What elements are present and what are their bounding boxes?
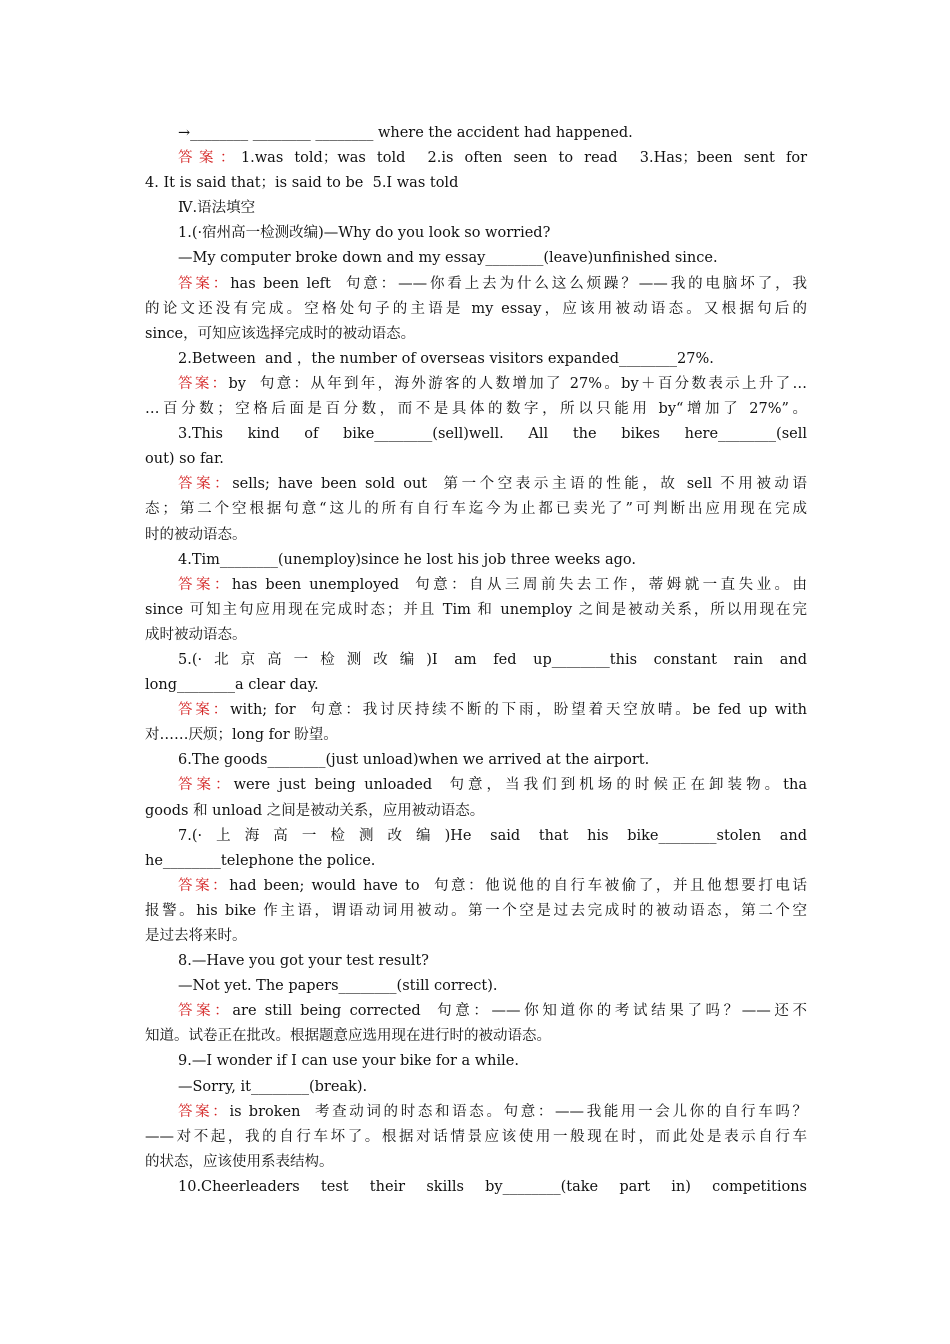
text-line — [145, 648, 807, 673]
answer-label: 答案： — [178, 777, 234, 794]
answer-line — [145, 472, 807, 497]
answer-line — [145, 773, 807, 798]
text-line — [145, 1024, 807, 1049]
text-line — [145, 347, 807, 372]
text-line — [145, 748, 807, 773]
line-text: 7.(·上海高一检测改编)He said that his bike________stolen and — [178, 827, 807, 844]
line-text: 4.Tim________(unemploy)since he lost his job three weeks ago. — [178, 551, 636, 568]
line-text: has been left 句意：——你看上去为什么这么烦躁？——我的电脑坏了，我 — [230, 275, 808, 292]
line-text: 5.(·北京高一检测改编)I am fed up________this constant rain and — [178, 651, 807, 668]
text-line — [145, 824, 807, 849]
text-line — [145, 121, 807, 146]
text-line — [145, 974, 807, 999]
text-line — [145, 799, 807, 824]
line-text: are still being corrected 句意：——你知道你的考试结果了吗？——还不 — [232, 1003, 808, 1020]
text-line — [145, 849, 807, 874]
line-text: since，可知应该选择完成时的被动语态。 — [145, 325, 416, 342]
line-text: 知道。试卷正在批改。根据题意应选用现在进行时的被动语态。 — [145, 1028, 551, 1045]
answer-label: 答案： — [178, 702, 231, 719]
line-text: 是过去将来时。 — [145, 928, 247, 944]
line-text: were just being unloaded 句意，当我们到机场的时候正在卸装物。tha — [233, 777, 807, 794]
line-text: goods 和 unload 之间是被动关系，应用被动语态。 — [145, 802, 485, 819]
text-line — [145, 221, 807, 246]
answer-line — [145, 372, 807, 397]
text-line — [145, 949, 807, 974]
line-text: ——对不起，我的自行车坏了。根据对话情景应该使用一般现在时，而此处是表示自行车 — [145, 1128, 807, 1145]
answer-line — [145, 146, 807, 171]
line-text: with; for 句意：我讨厌持续不断的下雨，盼望着天空放晴。be fed up with — [230, 702, 807, 719]
text-line — [145, 673, 807, 698]
text-line — [145, 297, 807, 322]
line-text: 成时被动语态。 — [145, 626, 247, 643]
text-line — [145, 246, 807, 271]
answer-label: 答案： — [178, 1103, 230, 1120]
line-text: 6.The goods________(just unload)when we arrived at the airport. — [178, 752, 650, 769]
text-line — [145, 422, 807, 447]
line-text: 10.Cheerleaders test their skills by________(take part in) competitions — [178, 1178, 807, 1195]
line-text: long________a clear day. — [145, 677, 319, 694]
text-line — [145, 397, 807, 422]
line-text: →________ ________ ________ where the accident had happened. — [178, 125, 633, 141]
text-line — [145, 447, 807, 472]
text-line — [145, 623, 807, 648]
text-line — [145, 1049, 807, 1074]
line-text: Ⅳ.语法填空 — [178, 200, 256, 217]
answer-line — [145, 1100, 807, 1125]
line-text: 1.(·宿州高一检测改编)—Why do you look so worried? — [178, 225, 551, 242]
line-text: 4. It is said that；is said to be 5.I was told — [145, 175, 459, 192]
line-text: —My computer broke down and my essay________(leave)unfinished since. — [178, 250, 718, 267]
line-text: out) so far. — [145, 451, 224, 468]
answer-line — [145, 874, 807, 899]
line-text: …百分数；空格后面是百分数，而不是具体的数字，所以只能用 by“增加了 27%”。 — [145, 401, 807, 418]
text-line — [145, 497, 807, 522]
line-text: —Sorry, it________(break). — [178, 1078, 368, 1095]
text-line — [145, 1175, 807, 1200]
text-line — [145, 523, 807, 548]
answer-label: 答案： — [178, 1003, 233, 1020]
text-line — [145, 1150, 807, 1175]
text-line — [145, 899, 807, 924]
line-text: he________telephone the police. — [145, 852, 376, 869]
line-text: 3.This kind of bike________(sell)well. All the bikes here________(sell — [178, 426, 807, 443]
line-text: is broken 考查动词的时态和语态。句意：——我能用一会儿你的自行车吗？ — [229, 1103, 807, 1120]
text-line — [145, 1125, 807, 1150]
answer-line — [145, 272, 807, 297]
line-text: 9.—I wonder if I can use your bike for a while. — [178, 1053, 519, 1070]
line-text: had been; would have to 句意：他说他的自行车被偷了，并且他想要打电话 — [229, 877, 807, 894]
line-text: 2.Between and ，the number of overseas visitors expanded________27%. — [178, 350, 714, 367]
line-text: 报警。his bike 作主语，谓语动词用被动。第一个空是过去完成时的被动语态，第二个空 — [145, 902, 807, 919]
text-line — [145, 322, 807, 347]
text-line — [145, 196, 807, 221]
answer-line — [145, 573, 807, 598]
answer-label: 答案： — [178, 375, 229, 392]
line-text: 对……厌烦；long for 盼望。 — [145, 727, 338, 744]
answer-label: 答案： — [178, 476, 233, 493]
text-line — [145, 924, 807, 949]
line-text: —Not yet. The papers________(still correct). — [178, 978, 498, 995]
text-line — [145, 171, 807, 196]
line-text: 态；第二个空根据句意“这儿的所有自行车迄今为止都已卖光了”可判断出应用现在完成 — [145, 501, 807, 518]
answer-line — [145, 698, 807, 723]
text-line — [145, 723, 807, 748]
line-text: 1.was told；was told 2.is often seen to read 3.Has；been sent for — [240, 150, 807, 167]
text-line — [145, 598, 807, 623]
line-text: by 句意：从年到年，海外游客的人数增加了 27%。by＋百分数表示上升了… — [228, 375, 807, 392]
line-text: sells; have been sold out 第一个空表示主语的性能，故 sell 不用被动语 — [232, 476, 807, 493]
answer-label: 答案： — [178, 150, 241, 167]
text-line — [145, 548, 807, 573]
line-text: 时的被动语态。 — [145, 526, 247, 543]
line-text: since 可知主句应用现在完成时态；并且 Tim 和 unemploy 之间是被动关系，所以用现在完 — [145, 601, 807, 618]
line-text: has been unemployed 句意：自从三周前失去工作，蒂姆就一直失业。由 — [231, 576, 808, 593]
line-text: 的状态，应该使用系表结构。 — [145, 1153, 334, 1170]
line-text: 的论文还没有完成。空格处句子的主语是 my essay，应该用被动语态。又根据句后的 — [145, 300, 807, 317]
answer-label: 答案： — [178, 576, 232, 593]
document-page — [145, 121, 807, 1200]
answer-label: 答案： — [178, 275, 231, 292]
answer-line — [145, 999, 807, 1024]
answer-label: 答案： — [178, 877, 230, 894]
line-text: 8.—Have you got your test result? — [178, 953, 429, 970]
text-line — [145, 1075, 807, 1100]
